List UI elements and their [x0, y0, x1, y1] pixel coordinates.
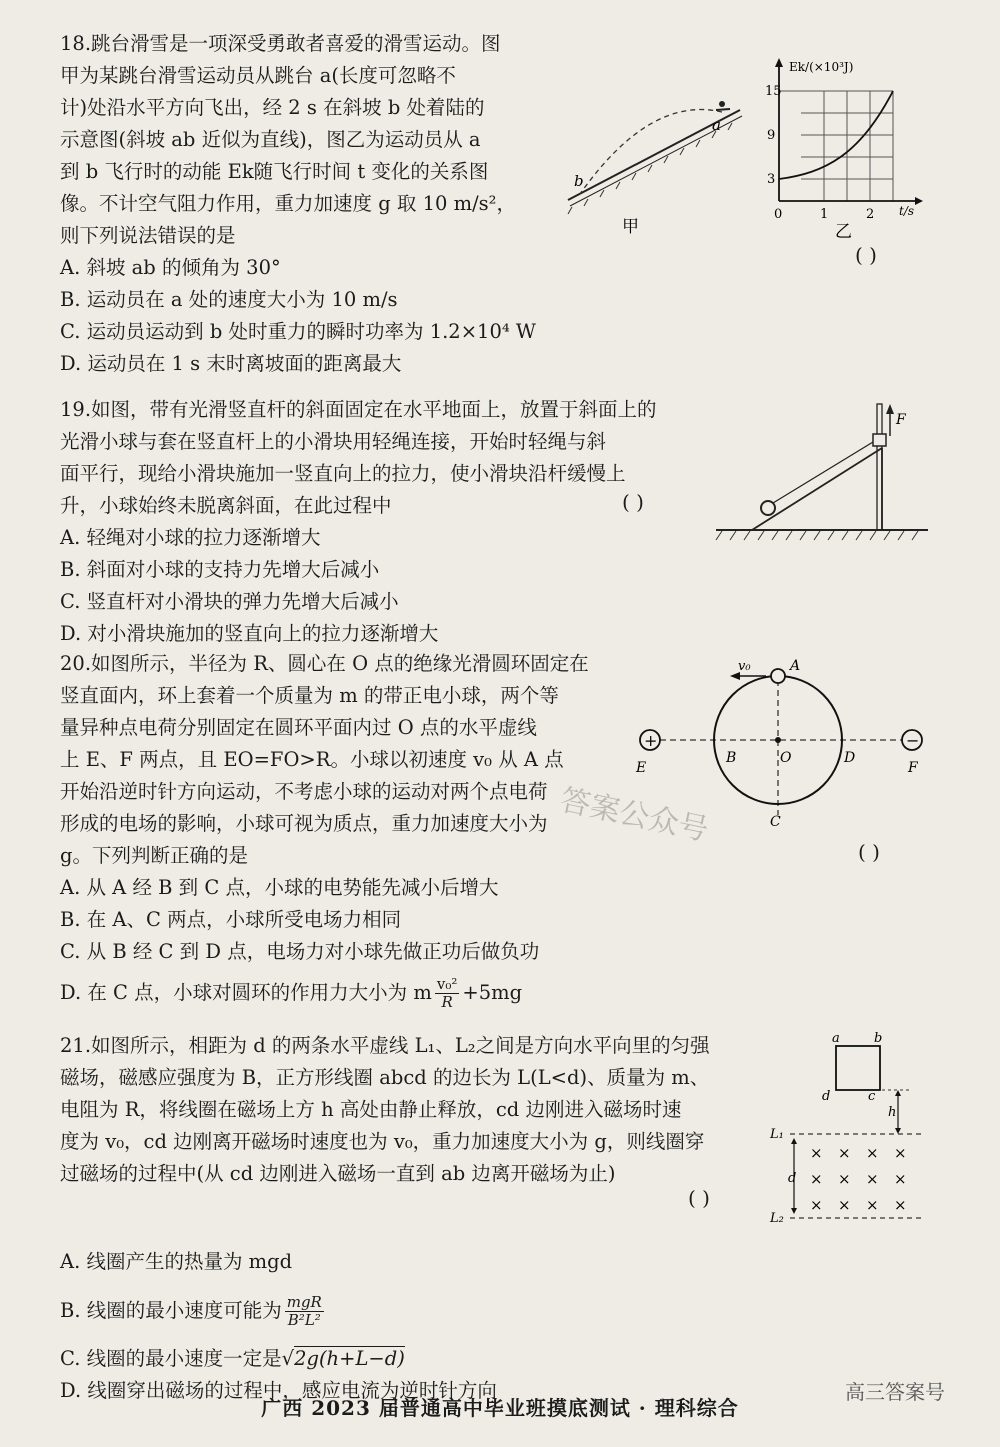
- q20-option-d[interactable]: [60, 976, 589, 1011]
- field-cross: ×: [866, 1196, 879, 1214]
- q21-answer-bracket[interactable]: ( ): [688, 1186, 710, 1210]
- q18-option-d[interactable]: D. 运动员在 1 s 末时离坡面的距离最大: [60, 352, 402, 375]
- field-cross: ×: [838, 1196, 851, 1214]
- q18-figure-jia: [560, 90, 750, 240]
- q18-stem-line: 像。不计空气阻力作用，重力加速度 g 取 10 m/s²，: [60, 192, 516, 215]
- q20-label-E: E: [636, 760, 647, 776]
- question-19: [60, 394, 657, 650]
- field-cross: ×: [810, 1170, 823, 1188]
- q18-option-b[interactable]: B. 运动员在 a 处的速度大小为 10 m/s: [60, 288, 398, 311]
- q20-option-a[interactable]: A. 从 A 经 B 到 C 点，小球的电势能先减小后增大: [60, 876, 499, 899]
- q20-stem-line: 开始沿逆时针方向运动，不考虑小球的运动对两个点电荷: [60, 780, 548, 803]
- field-cross: ×: [810, 1196, 823, 1214]
- q18-y-tick: 15: [765, 84, 782, 99]
- q19-option-b[interactable]: B. 斜面对小球的支持力先增大后减小: [60, 558, 380, 581]
- q18-y-axis-label: Ek/(×10³J): [789, 60, 854, 74]
- q19-option-d[interactable]: D. 对小滑块施加的竖直向上的拉力逐渐增大: [60, 622, 439, 645]
- q21-option-b-prefix: B. 线圈的最小速度可能为: [60, 1299, 282, 1322]
- q19-option-c[interactable]: C. 竖直杆对小滑块的弹力先增大后减小: [60, 590, 399, 613]
- q19-label-force: F: [896, 412, 906, 428]
- q21-label-b: b: [874, 1031, 883, 1046]
- field-cross: ×: [866, 1170, 879, 1188]
- q20-charge-minus: −: [906, 731, 920, 750]
- q21-option-d[interactable]: D. 线圈穿出磁场的过程中，感应电流为逆时针方向: [60, 1379, 497, 1402]
- q21-label-c: c: [868, 1089, 876, 1104]
- q20-stem-line: 竖直面内，环上套着一个质量为 m 的带正电小球，两个等: [60, 684, 559, 707]
- q18-stem-line: 示意图(斜坡 ab 近似为直线)，图乙为运动员从 a: [60, 128, 481, 151]
- q21-label-a: a: [832, 1031, 840, 1046]
- q18-caption-jia: 甲: [622, 217, 639, 237]
- q20-label-C: C: [770, 814, 781, 830]
- field-cross: ×: [894, 1196, 907, 1214]
- q21-option-a[interactable]: A. 线圈产生的热量为 mgd: [60, 1250, 293, 1273]
- q20-answer-bracket[interactable]: ( ): [858, 840, 880, 864]
- q19-stem-line: 升，小球始终未脱离斜面，在此过程中: [60, 494, 392, 517]
- q20-label-F: F: [908, 760, 918, 776]
- field-cross: ×: [838, 1170, 851, 1188]
- q19-answer-bracket[interactable]: ( ): [622, 490, 644, 514]
- q20-option-b[interactable]: B. 在 A、C 两点，小球所受电场力相同: [60, 908, 402, 931]
- q18-label-b: b: [574, 172, 584, 190]
- q19-stem-line: 光滑小球与套在竖直杆上的小滑块用轻绳连接，开始时轻绳与斜: [60, 430, 607, 453]
- q20-label-B: B: [726, 750, 737, 766]
- field-cross: ×: [866, 1144, 879, 1162]
- q19-stem-line: 面平行，现给小滑块施加一竖直向上的拉力，使小滑块沿杆缓慢上: [60, 462, 626, 485]
- q21-option-c-expr: 2g(h+L−d): [294, 1347, 405, 1370]
- q21-label-h: h: [888, 1105, 897, 1120]
- q18-stem-line: 则下列说法错误的是: [60, 224, 236, 247]
- q18-stem-line: 18.跳台滑雪是一项深受勇敢者喜爱的滑雪运动。图: [60, 32, 501, 55]
- q20-option-d-numerator: v₀²: [436, 975, 458, 993]
- q18-figure-yi: [765, 55, 935, 245]
- question-20: [60, 648, 589, 1011]
- q18-answer-bracket[interactable]: ( ): [855, 243, 877, 267]
- q21-label-L1: L₁: [770, 1127, 784, 1142]
- q21-label-d-corner: d: [822, 1089, 831, 1104]
- q20-label-v0: v₀: [738, 659, 751, 674]
- q20-label-D: D: [844, 750, 856, 766]
- q18-x-tick: 1: [820, 207, 829, 222]
- q21-stem-line: 21.如图所示，相距为 d 的两条水平虚线 L₁、L₂之间是方向水平向里的匀强: [60, 1034, 710, 1057]
- q21-stem-line: 度为 v₀，cd 边刚离开磁场时速度也为 v₀，重力加速度大小为 g，则线圈穿: [60, 1130, 705, 1153]
- q19-stem-line: 19.如图，带有光滑竖直杆的斜面固定在水平地面上，放置于斜面上的: [60, 398, 657, 421]
- q18-x-tick: 2: [866, 207, 875, 222]
- field-cross: ×: [838, 1144, 851, 1162]
- q20-option-d-suffix: +5mg: [462, 981, 523, 1004]
- q21-option-b[interactable]: [60, 1294, 710, 1329]
- q18-x-axis-label: t/s: [899, 204, 915, 218]
- q21-option-b-denominator: B²L²: [287, 1311, 321, 1329]
- q18-y-tick: 9: [767, 128, 776, 143]
- q18-option-a[interactable]: A. 斜坡 ab 的倾角为 30°: [60, 256, 281, 279]
- q21-option-c[interactable]: [60, 1343, 710, 1375]
- q21-option-c-prefix: C. 线圈的最小速度一定是: [60, 1347, 282, 1370]
- q18-y-tick: 3: [767, 172, 776, 187]
- q21-label-d-gap: d: [788, 1171, 797, 1186]
- page-footer: 广西 2023 届普通高中毕业班摸底测试 · 理科综合: [261, 1396, 739, 1420]
- q18-caption-yi: 乙: [835, 222, 852, 242]
- q19-figure: [712, 400, 932, 550]
- q20-stem-line: 形成的电场的影响，小球可视为质点，重力加速度大小为: [60, 812, 548, 835]
- q18-stem-line: 到 b 飞行时的动能 Ek随飞行时间 t 变化的关系图: [60, 160, 489, 183]
- q21-option-c-sqrt: √: [281, 1347, 295, 1370]
- q20-label-O: O: [780, 750, 792, 766]
- q20-label-A: A: [790, 658, 801, 674]
- q20-option-d-denominator: R: [441, 993, 453, 1011]
- q21-option-b-numerator: mgR: [286, 1293, 322, 1311]
- q21-stem-line: 电阻为 R，将线圈在磁场上方 h 高处由静止释放，cd 边刚进入磁场时速: [60, 1098, 682, 1121]
- q20-stem-line: g。下列判断正确的是: [60, 844, 248, 867]
- q20-option-d-prefix: D. 在 C 点，小球对圆环的作用力大小为 m: [60, 981, 432, 1004]
- q20-stem-line: 上 E、F 两点，且 EO=FO>R。小球以初速度 v₀ 从 A 点: [60, 748, 564, 771]
- field-cross: ×: [894, 1170, 907, 1188]
- field-cross: ×: [810, 1144, 823, 1162]
- q21-figure: [760, 1030, 930, 1230]
- q18-stem-line: 甲为某跳台滑雪运动员从跳台 a(长度可忽略不: [60, 64, 456, 87]
- q18-label-a: a: [712, 116, 721, 134]
- question-21: [60, 1030, 710, 1407]
- q18-option-c[interactable]: C. 运动员运动到 b 处时重力的瞬时功率为 1.2×10⁴ W: [60, 320, 536, 343]
- q21-stem-line: 磁场，磁感应强度为 B，正方形线圈 abcd 的边长为 L(L<d)、质量为 m、: [60, 1066, 710, 1089]
- q18-stem-line: 计)处沿水平方向飞出，经 2 s 在斜坡 b 处着陆的: [60, 96, 485, 119]
- watermark-center: 答案公众号: [557, 782, 712, 849]
- q20-stem-line: 量异种点电荷分别固定在圆环平面内过 O 点的水平虚线: [60, 716, 537, 739]
- q20-option-c[interactable]: C. 从 B 经 C 到 D 点，电场力对小球先做正功后做负功: [60, 940, 540, 963]
- question-18: [60, 28, 536, 380]
- q18-x-tick: 0: [774, 207, 783, 222]
- q21-stem-line: 过磁场的过程中(从 cd 边刚进入磁场一直到 ab 边离开磁场为止): [60, 1162, 616, 1185]
- q20-charge-plus: +: [644, 731, 658, 750]
- watermark-corner: 高三答案号: [845, 1380, 945, 1404]
- field-cross: ×: [894, 1144, 907, 1162]
- q19-option-a[interactable]: A. 轻绳对小球的拉力逐渐增大: [60, 526, 321, 549]
- q21-label-L2: L₂: [770, 1211, 784, 1226]
- q20-stem-line: 20.如图所示，半径为 R、圆心在 O 点的绝缘光滑圆环固定在: [60, 652, 589, 675]
